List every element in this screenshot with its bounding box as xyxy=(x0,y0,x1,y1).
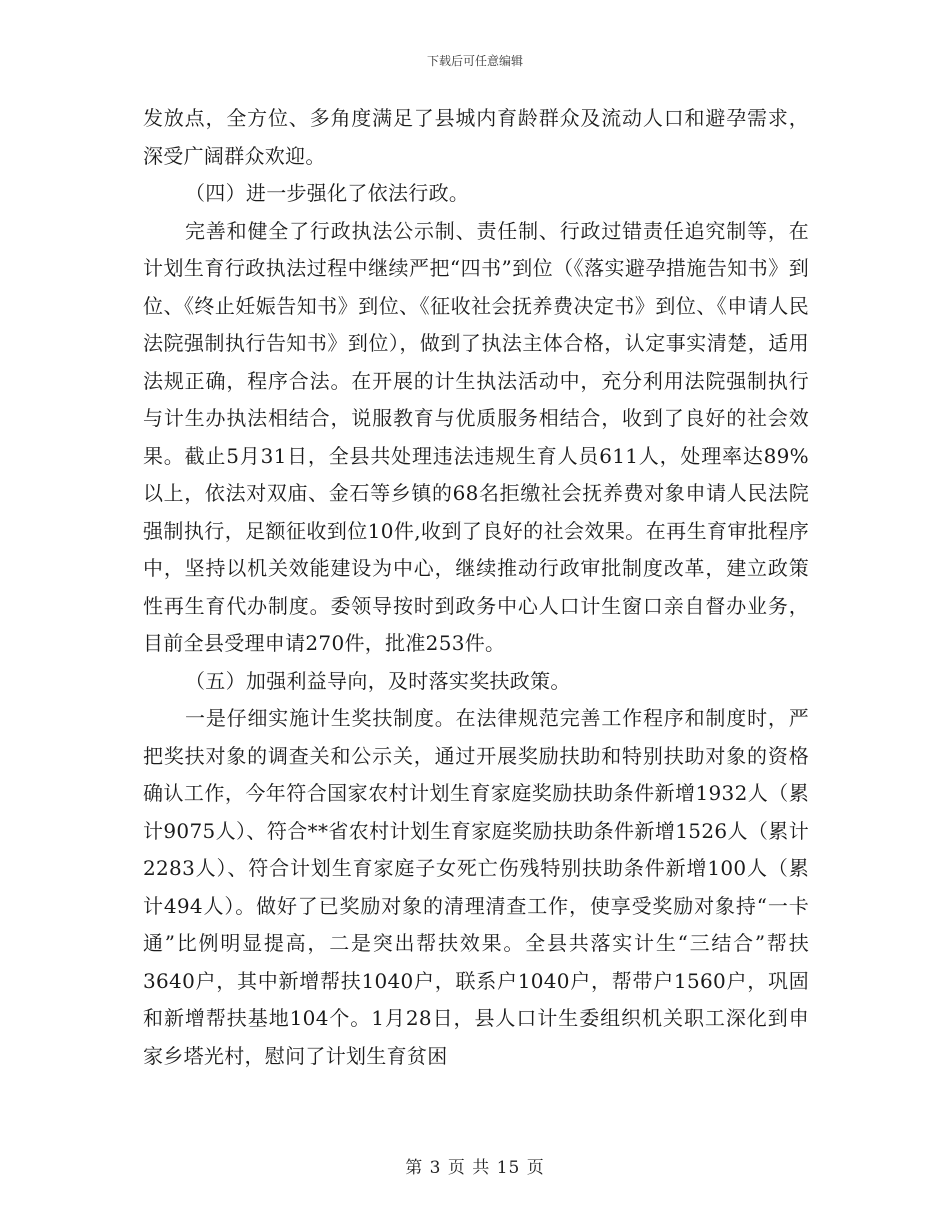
page-header: 下载后可任意编辑 xyxy=(426,54,523,68)
paragraph-continuation: 发放点，全方位、多角度满足了县城内育龄群众及流动人口和避孕需求，深受广阔群众欢迎。 xyxy=(143,106,809,168)
paragraph-law-enforcement: 完善和健全了行政执法公示制、责任制、行政过错责任追究制等，在计划生育行政执法过程中继续严把“四书”到位（《落实避孕措施告知书》到位、《终止妊娠告知书》到位、《征收社会抚养费决定书》到位、《申请人民法院强制执行告知书》到位），做到了执法主体合格，认定事实清楚，适用法规正确，程序合法。在开展的计生执法活动中，充分利用法院强制执行与计生办执法相结合，说服教育与优质服务相结合，收到了良好的社会效果。截止5月31日，全县共处理违法违规生育人员611人，处理率达89%以上，依法对双庙、金石等乡镇的68名拒缴社会抚养费对象申请人民法院强制执行，足额征收到位10件,收到了良好的社会效果。在再生育审批程序中，坚持以机关效能建设为中心，继续推动行政审批制度改革，建立政策性再生育代办制度。委领导按时到政务中心人口计生窗口亲自督办业务，目前全县受理申请270件，批准253件。 xyxy=(143,218,809,655)
section-heading-5: （五）加强利益导向，及时落实奖扶政策。 xyxy=(185,668,571,693)
document-body xyxy=(143,100,809,1075)
paragraph-reward-support: 一是仔细实施计生奖扶制度。在法律规范完善工作程序和制度时，严把奖扶对象的调查关和公示关，通过开展奖励扶助和特别扶助对象的资格确认工作，今年符合国家农村计划生育家庭奖励扶助条件新增1932人（累计9075人）、符合**省农村计划生育家庭奖励扶助条件新增1526人（累计2283人）、符合计划生育家庭子女死亡伤残特别扶助条件新增100人（累计494人）。做好了已奖励对象的清理清查工作，使享受奖励对象持“一卡通”比例明显提高，二是突出帮扶效果。全县共落实计生“三结合”帮扶3640户，其中新增帮扶1040户，联系户1040户，帮带户1560户，巩固和新增帮扶基地104个。1月28日，县人口计生委组织机关职工深化到申家乡塔光村，慰问了计划生育贫困 xyxy=(143,706,809,1068)
page-number-footer: 第 3 页 共 15 页 xyxy=(405,1158,545,1178)
section-heading-4: （四）进一步强化了依法行政。 xyxy=(185,181,470,205)
